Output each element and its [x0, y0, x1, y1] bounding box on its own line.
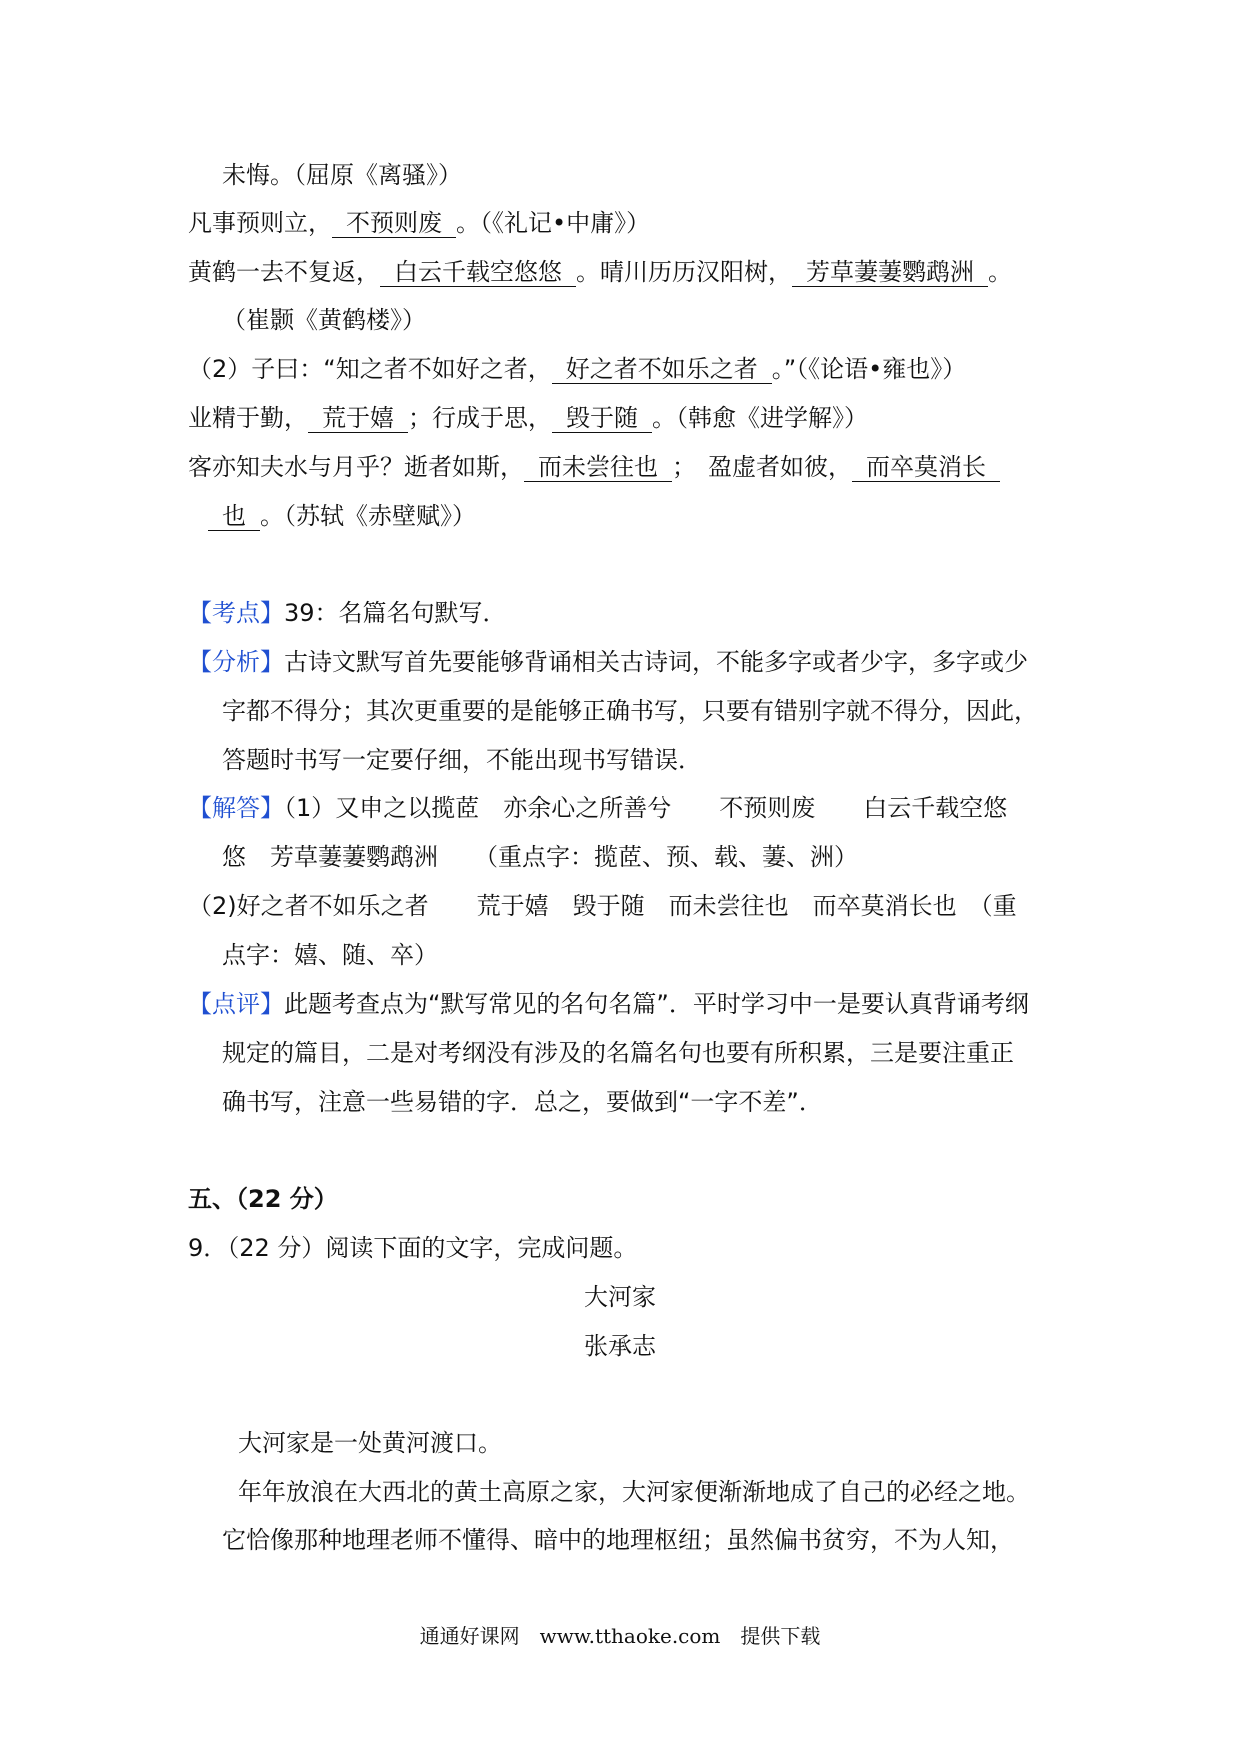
line-chibifu: 客亦知夫水与月乎？逝者如斯， 而未尝往也 ； 盈虚者如彼， 而卒莫消长 [188, 450, 1000, 484]
answer-blank: 白云千载空悠悠 [380, 258, 576, 287]
kaodian: 【考点】39：名篇名句默写． [188, 599, 507, 627]
line-chibifu-cont: 也 。（苏轼《赤壁赋》） [208, 499, 476, 533]
jieda-line-3: （2)好之者不如乐之者 荒于嬉 毁于随 而未尝往也 而卒莫消长也 （重 [188, 892, 1017, 920]
line-cuihao: （崔颢《黄鹤楼》） [222, 306, 426, 334]
answer-blank: 好之者不如乐之者 [552, 355, 772, 384]
line-lisao-end: 未悔。（屈原《离骚》） [222, 161, 462, 189]
answer-blank: 也 [208, 502, 260, 531]
answer-blank: 毁于随 [552, 404, 652, 433]
question-prompt: 9．（22 分）阅读下面的文字，完成问题。 [188, 1234, 638, 1262]
answer-blank: 而未尝往也 [524, 453, 672, 482]
article-title: 大河家 [584, 1283, 656, 1311]
kaodian-tag: 【考点】 [188, 599, 284, 627]
fenxi-line-3: 答题时书写一定要仔细，不能出现书写错误． [222, 746, 702, 774]
fenxi-line-1: 【分析】古诗文默写首先要能够背诵相关古诗词，不能多字或者少字，多字或少 [188, 648, 1028, 676]
article-paragraph-2-line-2: 它恰像那种地理老师不懂得、暗中的地理枢纽；虽然偏书贫穷，不为人知， [222, 1526, 1014, 1554]
dianping-line-2: 规定的篇目，二是对考纲没有涉及的名篇名句也要有所积累，三是要注重正 [222, 1039, 1014, 1067]
line-huanghelou: 黄鹤一去不复返， 白云千载空悠悠 。晴川历历汉阳树， 芳草萋萋鹦鹉洲 。 [188, 258, 1012, 286]
dianping-line-1: 【点评】此题考查点为“默写常见的名句名篇”．平时学习中一是要认真背诵考纲 [188, 990, 1029, 1018]
answer-blank: 芳草萋萋鹦鹉洲 [792, 258, 988, 287]
answer-blank: 荒于嬉 [308, 404, 408, 433]
section-title: 五、（22 分） [188, 1185, 338, 1213]
article-paragraph-1: 大河家是一处黄河渡口。 [238, 1429, 502, 1457]
article-author: 张承志 [584, 1332, 656, 1360]
answer-blank: 不预则废 [332, 209, 456, 238]
article-paragraph-2-line-1: 年年放浪在大西北的黄土高原之家，大河家便渐渐地成了自己的必经之地。 [238, 1478, 1030, 1506]
answer-blank: 而卒莫消长 [852, 453, 1000, 482]
fenxi-tag: 【分析】 [188, 648, 284, 676]
page-footer: 通通好课网 www.tthaoke.com 提供下载 [419, 1624, 821, 1648]
line-lunyu: （2）子曰：“知之者不如好之者， 好之者不如乐之者 。”（《论语•雍也》） [188, 355, 967, 383]
jieda-line-4: 点字：嬉、随、卒） [222, 941, 438, 969]
line-liji: 凡事预则立， 不预则废 。（《礼记•中庸》） [188, 209, 651, 237]
fenxi-line-2: 字都不得分；其次更重要的是能够正确书写，只要有错别字就不得分，因此， [222, 697, 1038, 725]
dianping-line-3: 确书写，注意一些易错的字．总之，要做到“一字不差”． [222, 1088, 823, 1116]
jieda-tag: 【解答】 [188, 794, 284, 822]
line-jinxuejie: 业精于勤， 荒于嬉 ；行成于思， 毁于随 。（韩愈《进学解》） [188, 404, 868, 432]
jieda-line-1: 【解答】（1）又申之以揽茝 亦余心之所善兮 不预则废 白云千载空悠 [188, 794, 1008, 822]
jieda-line-2: 悠 芳草萋萋鹦鹉洲 （重点字：揽茝、预、载、萋、洲） [222, 843, 858, 871]
dianping-tag: 【点评】 [188, 990, 284, 1018]
